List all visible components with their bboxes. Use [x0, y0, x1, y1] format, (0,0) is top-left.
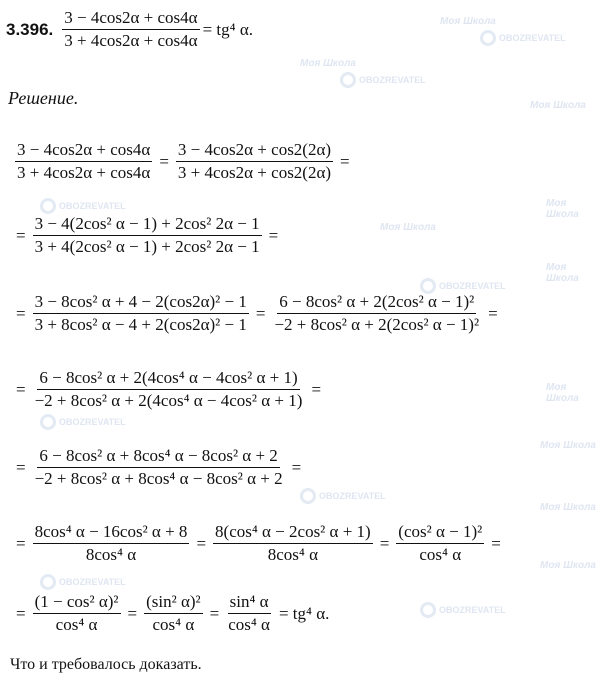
- fraction-numerator: 8(cos⁴ α − 2cos² α + 1): [213, 522, 373, 544]
- solution-step: [12, 592, 333, 635]
- solution-step: [12, 446, 305, 489]
- fraction-numerator: (cos² α − 1)²: [396, 522, 484, 544]
- step-fraction: [176, 140, 333, 183]
- watermark-partner: OBOZREVATEL: [480, 30, 566, 46]
- fraction-numerator: 3 − 8cos² α + 4 − 2(cos2α)² − 1: [33, 292, 249, 314]
- step-fraction: [33, 522, 190, 565]
- equals-sign: =: [159, 151, 169, 171]
- watermark-brand: Моя Школа: [440, 16, 496, 27]
- step-fraction: [33, 214, 262, 257]
- fraction-numerator: sin⁴ α: [228, 592, 271, 614]
- fraction-numerator: (sin² α)²: [144, 592, 203, 614]
- equals-sign: =: [16, 533, 26, 553]
- fraction-denominator: −2 + 8cos² α + 2(4cos⁴ α − 4cos² α + 1): [34, 391, 303, 410]
- watermark-partner: OBOZREVATEL: [420, 278, 506, 294]
- fraction-numerator: 6 − 8cos² α + 8cos⁴ α − 8cos² α + 2: [37, 446, 279, 468]
- fraction-denominator: cos⁴ α: [55, 615, 98, 634]
- equals-sign: =: [491, 533, 501, 553]
- step-fraction: [213, 522, 373, 565]
- solution-step: [12, 522, 505, 565]
- statement-fraction: [62, 8, 199, 51]
- solution-step: [12, 368, 325, 411]
- watermark-brand: Моя Школа: [530, 100, 586, 111]
- step-fraction: [15, 140, 152, 183]
- equals-sign: =: [196, 533, 207, 553]
- equals-sign: =: [16, 225, 26, 245]
- equals-sign: =: [379, 533, 390, 553]
- statement-rhs: = tg⁴ α.: [202, 19, 253, 39]
- watermark-brand: Моя Школа: [546, 382, 579, 404]
- watermark-logo-icon: [40, 574, 56, 590]
- step-fraction: [272, 292, 481, 335]
- equals-sign: =: [268, 225, 279, 245]
- watermark-logo-icon: [40, 414, 56, 430]
- watermark-partner: OBOZREVATEL: [40, 198, 126, 214]
- equals-sign: =: [16, 457, 26, 477]
- fraction-numerator: 3 − 4cos2α + cos4α: [62, 8, 199, 30]
- equals-sign: =: [488, 303, 498, 323]
- solution-heading: Решение.: [8, 88, 79, 108]
- fraction-denominator: −2 + 8cos² α + 8cos⁴ α − 8cos² α + 2: [34, 469, 283, 488]
- equals-sign: =: [209, 603, 220, 623]
- solution-step: [12, 140, 354, 183]
- watermark-brand: Моя Школа: [300, 58, 356, 69]
- fraction-numerator: (1 − cos² α)²: [33, 592, 121, 614]
- watermark-partner: OBOZREVATEL: [420, 602, 506, 618]
- fraction-numerator: 3 − 4(2cos² α − 1) + 2cos² 2α − 1: [33, 214, 262, 236]
- fraction-numerator: 8cos⁴ α − 16cos² α + 8: [33, 522, 190, 544]
- step-fraction: [226, 592, 272, 635]
- result: = tg⁴ α.: [278, 603, 330, 623]
- fraction-denominator: 3 + 4cos2α + cos4α: [17, 163, 151, 182]
- solution-step: [12, 214, 282, 257]
- step-fraction: [33, 592, 121, 635]
- fraction-denominator: 8cos⁴ α: [267, 545, 318, 564]
- watermark-partner: OBOZREVATEL: [40, 574, 126, 590]
- fraction-denominator: 3 + 4cos2α + cos2(2α): [177, 163, 332, 182]
- watermark-partner: OBOZREVATEL: [40, 414, 126, 430]
- equals-sign: =: [16, 303, 26, 323]
- fraction-denominator: cos⁴ α: [228, 615, 270, 634]
- watermark-brand: Моя Школа: [546, 262, 579, 284]
- equals-sign: =: [255, 303, 266, 323]
- solution-step: [12, 292, 502, 335]
- watermark-brand: Моя Школа: [546, 198, 579, 220]
- fraction-denominator: 3 + 4(2cos² α − 1) + 2cos² 2α − 1: [34, 237, 260, 256]
- equals-sign: =: [291, 457, 302, 477]
- step-fraction: [33, 368, 305, 411]
- problem-statement: [6, 8, 253, 51]
- watermark-partner: OBOZREVATEL: [300, 488, 386, 504]
- fraction-denominator: 8cos⁴ α: [85, 545, 137, 564]
- watermark-partner: OBOZREVATEL: [340, 72, 426, 88]
- step-fraction: [144, 592, 203, 635]
- watermark-brand: Моя Школа: [540, 502, 596, 513]
- step-fraction: [33, 446, 285, 489]
- watermark-logo-icon: [480, 30, 496, 46]
- fraction-denominator: 3 + 8cos² α − 4 + 2(cos2α)² − 1: [34, 315, 247, 334]
- watermark-logo-icon: [420, 602, 436, 618]
- equals-sign: =: [16, 603, 26, 623]
- fraction-denominator: −2 + 8cos² α + 2(2cos² α − 1)²: [274, 315, 480, 334]
- step-fraction: [396, 522, 484, 565]
- problem-number: 3.396.: [6, 19, 54, 39]
- fraction-denominator: 3 + 4cos2α + cos4α: [64, 31, 198, 50]
- fraction-denominator: cos⁴ α: [152, 615, 195, 634]
- fraction-numerator: 6 − 8cos² α + 2(2cos² α − 1)²: [277, 292, 476, 314]
- equals-sign: =: [311, 379, 322, 399]
- fraction-numerator: 3 − 4cos2α + cos2(2α): [176, 140, 333, 162]
- watermark-logo-icon: [340, 72, 356, 88]
- equals-sign: =: [127, 603, 138, 623]
- conclusion-text: Что и требовалось доказать.: [10, 656, 202, 673]
- equals-sign: =: [340, 151, 350, 171]
- step-fraction: [33, 292, 249, 335]
- watermark-brand: Моя Школа: [540, 440, 596, 451]
- watermark-brand: Моя Школа: [380, 222, 436, 233]
- watermark-logo-icon: [40, 198, 56, 214]
- equals-sign: =: [16, 379, 26, 399]
- fraction-denominator: cos⁴ α: [419, 545, 462, 564]
- fraction-numerator: 3 − 4cos2α + cos4α: [15, 140, 152, 162]
- watermark-logo-icon: [300, 488, 316, 504]
- watermark-brand: Моя Школа: [540, 560, 596, 571]
- fraction-numerator: 6 − 8cos² α + 2(4cos⁴ α − 4cos² α + 1): [37, 368, 299, 390]
